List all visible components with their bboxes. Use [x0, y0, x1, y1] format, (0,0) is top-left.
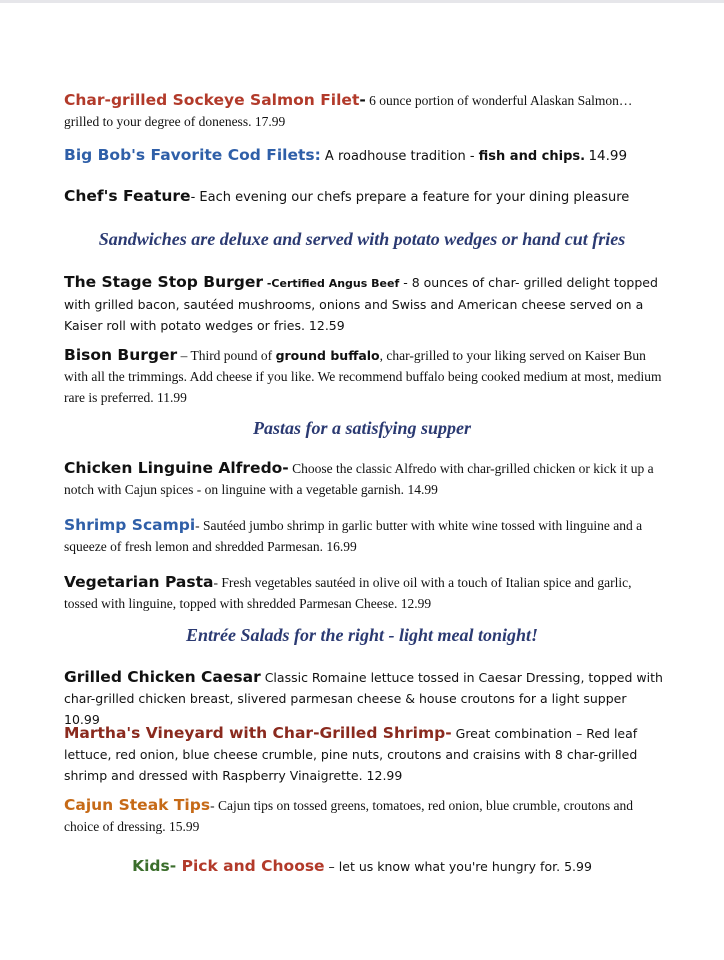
- item-name: Bison Burger: [64, 346, 178, 364]
- item-name-pick: Pick and Choose: [181, 857, 325, 875]
- item-name: Chef's Feature: [64, 187, 191, 205]
- item-name: Chicken Linguine Alfredo-: [64, 459, 289, 477]
- item-price: 12.99: [400, 596, 432, 611]
- item-price: 16.99: [326, 539, 357, 554]
- item-separator: -: [359, 91, 366, 109]
- item-description-bold: ground buffalo: [275, 348, 380, 363]
- item-description-post: , char-grilled to your liking served on Kaiser Bun with all the trimmings. Add cheese if you like. We recommend buffalo being cooked medium at most, medium rare is preferred.: [64, 348, 662, 405]
- menu-item-chicken-linguine-alfredo: [64, 458, 666, 500]
- item-description: – let us know what you're hungry for.: [324, 859, 561, 874]
- item-description: - Sautéed jumbo shrimp in garlic butter with white wine tossed with linguine and a squeeze of fresh lemon and shredded Parmesan.: [64, 518, 643, 554]
- menu-item-marthas-vineyard: [64, 723, 666, 786]
- item-price: 12.99: [366, 768, 403, 783]
- item-description: - Each evening our chefs prepare a feature for your dining pleasure: [190, 190, 630, 205]
- menu-item-chef-feature: [64, 186, 666, 208]
- item-price: 15.99: [168, 819, 200, 834]
- item-description: - 8 ounces of char- grilled delight topped with grilled bacon, sautéed mushrooms, onions and Swiss and American cheese served on a Kaiser roll with potato wedges or fries.: [64, 275, 658, 333]
- item-description: – Third pound of: [177, 348, 276, 363]
- item-description: 6 ounce portion of wonderful Alaskan Salmon… grilled to your degree of doneness.: [64, 93, 633, 129]
- menu-item-kids: [0, 856, 724, 877]
- item-price: 5.99: [564, 859, 592, 874]
- top-border: [0, 0, 724, 3]
- menu-item-shrimp-scampi: [64, 515, 666, 557]
- item-subtitle: -Certified Angus Beef: [263, 277, 400, 290]
- menu-item-stage-stop-burger: [64, 272, 666, 336]
- menu-item-vegetarian-pasta: [64, 572, 666, 614]
- item-name: Big Bob's Favorite Cod Filets:: [64, 146, 321, 164]
- item-name: The Stage Stop Burger: [64, 273, 264, 291]
- item-name: Grilled Chicken Caesar: [64, 668, 261, 686]
- menu-item-salmon: [64, 90, 666, 132]
- item-name: Char-grilled Sockeye Salmon Filet: [64, 91, 360, 109]
- item-name-kids: Kids-: [132, 857, 182, 875]
- item-price: 10.99: [64, 712, 100, 727]
- item-name: Vegetarian Pasta: [64, 573, 214, 591]
- item-price: 17.99: [254, 114, 286, 129]
- item-name: Shrimp Scampi: [64, 516, 196, 534]
- item-description: - Fresh vegetables sautéed in olive oil with a touch of Italian spice and garlic, tossed with linguine, topped with shredded Parmesan Cheese.: [64, 575, 632, 611]
- section-heading-salads: Entrée Salads for the right - light meal tonight!: [185, 625, 539, 645]
- item-name: Martha's Vineyard with Char-Grilled Shrimp-: [64, 724, 452, 742]
- menu-item-grilled-chicken-caesar: [64, 667, 666, 730]
- item-price: 14.99: [588, 148, 628, 164]
- menu-item-cod: [64, 145, 666, 167]
- menu-item-bison-burger: [64, 345, 666, 408]
- item-price: 14.99: [407, 482, 438, 497]
- section-heading-sandwiches: Sandwiches are deluxe and served with potato wedges or hand cut fries: [98, 229, 626, 249]
- section-heading-pastas: Pastas for a satisfying supper: [252, 418, 472, 438]
- menu-item-cajun-steak-tips: [64, 795, 666, 837]
- item-description: Classic Romaine lettuce tossed in Caesar Dressing, topped with char-grilled chicken breast, slivered parmesan cheese & house croutons for a light supper: [64, 670, 663, 706]
- item-name: Cajun Steak Tips: [64, 796, 211, 814]
- item-description: Great combination – Red leaf lettuce, red onion, blue cheese crumble, pine nuts, croutons and craisins with 8 char-grilled shrimp and dressed with Raspberry Vinaigrette.: [64, 726, 638, 783]
- item-description: Choose the classic Alfredo with char-grilled chicken or kick it up a notch with Cajun spices - on linguine with a vegetable garnish.: [64, 461, 654, 497]
- item-price: 11.99: [156, 390, 187, 405]
- item-description-bold: fish and chips.: [478, 149, 586, 164]
- item-price: 12.59: [308, 318, 345, 333]
- item-description: - Cajun tips on tossed greens, tomatoes, red onion, blue crumble, croutons and choice of dressing.: [64, 798, 633, 834]
- item-description: A roadhouse tradition -: [320, 149, 479, 164]
